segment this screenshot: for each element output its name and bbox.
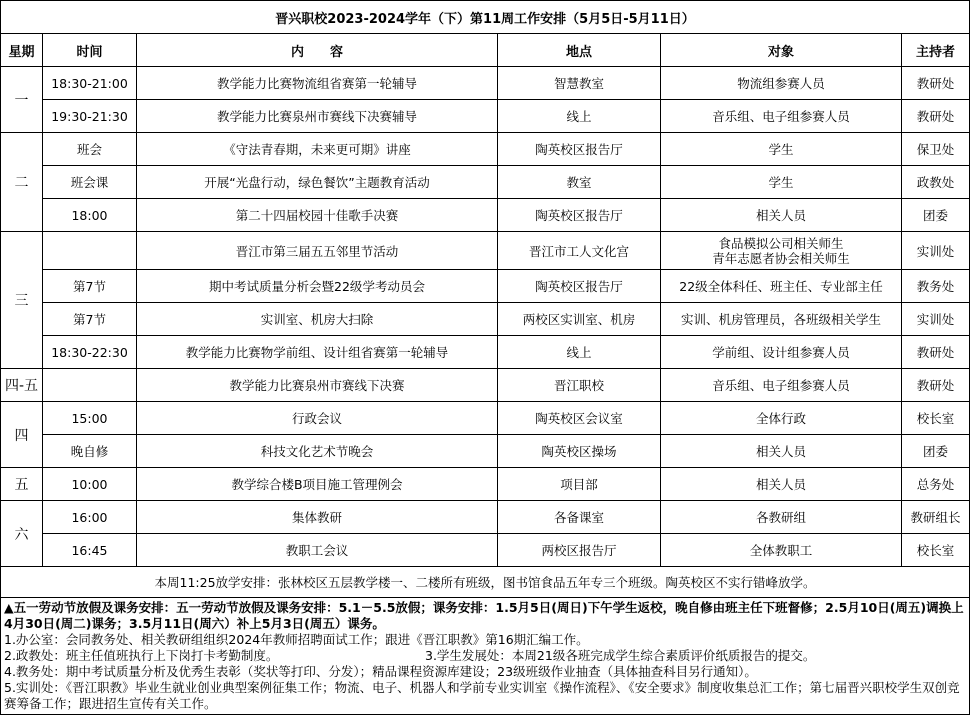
place-cell: 晋江职校	[498, 369, 661, 402]
header-place: 地点	[498, 34, 661, 67]
header-day: 星期	[1, 34, 43, 67]
day-cell: 五	[1, 468, 43, 501]
schedule-row	[1, 232, 970, 270]
target-cell: 22级全体科任、班主任、专业部主任	[661, 270, 902, 303]
page-title: 晋兴职校2023-2024学年（下）第11周工作安排（5月5日-5月11日）	[1, 1, 970, 34]
schedule-row	[1, 402, 970, 435]
place-cell: 两校区报告厅	[498, 534, 661, 567]
note-politics: 2.政教处：班主任值班执行上下岗打卡考勤制度。	[4, 648, 279, 663]
time-cell: 第7节	[43, 303, 137, 336]
target-cell: 音乐组、电子组参赛人员	[661, 100, 902, 133]
schedule-row	[1, 303, 970, 336]
content-cell: 教学能力比赛泉州市赛线下决赛	[137, 369, 498, 402]
schedule-row	[1, 67, 970, 100]
place-cell: 陶英校区报告厅	[498, 133, 661, 166]
time-cell: 19:30-21:30	[43, 100, 137, 133]
time-cell: 第7节	[43, 270, 137, 303]
dismissal-note: 本周11:25放学安排：张林校区五层教学楼一、二楼所有班级，图书馆食品五年专三个班级。陶英校区不实行错峰放学。	[1, 567, 970, 598]
header-time: 时间	[43, 34, 137, 67]
host-cell: 保卫处	[902, 133, 970, 166]
note-student-dev: 3.学生发展处：本周21级各班完成学生综合素质评价纸质报告的提交。	[425, 648, 816, 663]
target-line-2: 青年志愿者协会相关师生	[712, 250, 850, 266]
content-cell: 教学综合楼B项目施工管理例会	[137, 468, 498, 501]
host-cell: 教研组长	[902, 501, 970, 534]
schedule-row	[1, 199, 970, 232]
target-cell: 实训、机房管理员，各班级相关学生	[661, 303, 902, 336]
schedule-row	[1, 166, 970, 199]
place-cell: 陶英校区报告厅	[498, 270, 661, 303]
schedule-row	[1, 468, 970, 501]
time-cell: 16:45	[43, 534, 137, 567]
target-cell: 相关人员	[661, 199, 902, 232]
header-content: 内 容	[137, 34, 498, 67]
content-cell: 教学能力比赛泉州市赛线下决赛辅导	[137, 100, 498, 133]
host-cell: 教务处	[902, 270, 970, 303]
target-cell: 学前组、设计组参赛人员	[661, 336, 902, 369]
schedule-row	[1, 435, 970, 468]
time-cell: 18:00	[43, 199, 137, 232]
content-cell: 开展“光盘行动，绿色餐饮”主题教育活动	[137, 166, 498, 199]
schedule-row	[1, 534, 970, 567]
target-cell	[661, 232, 902, 270]
time-cell	[43, 369, 137, 402]
day-cell: 四	[1, 402, 43, 468]
place-cell: 晋江市工人文化宫	[498, 232, 661, 270]
target-cell: 全体教职工	[661, 534, 902, 567]
note-academic: 4.教务处：期中考试质量分析及优秀生表彰（奖状等打印、分发）；精品课程资源库建设；23级班级作业抽查（具体抽查科目另行通知）。	[4, 664, 757, 679]
header-target: 对象	[661, 34, 902, 67]
content-cell: 教职工会议	[137, 534, 498, 567]
target-cell: 全体行政	[661, 402, 902, 435]
time-cell: 晚自修	[43, 435, 137, 468]
host-cell: 总务处	[902, 468, 970, 501]
time-cell: 18:30-21:00	[43, 67, 137, 100]
host-cell: 教研处	[902, 336, 970, 369]
place-cell: 线上	[498, 100, 661, 133]
schedule-row	[1, 501, 970, 534]
host-cell: 团委	[902, 435, 970, 468]
schedule-row	[1, 369, 970, 402]
host-cell: 团委	[902, 199, 970, 232]
place-cell: 陶英校区操场	[498, 435, 661, 468]
note-training: 5.实训处：《晋江职教》毕业生就业创业典型案例征集工作；物流、电子、机器人和学前专业实训室《操作流程》、《安全要求》制度收集总汇工作；第七届晋兴职校学生双创竞赛筹备工作；跟进招生宣传有关工作。	[4, 680, 960, 711]
time-cell: 16:00	[43, 501, 137, 534]
place-cell: 智慧教室	[498, 67, 661, 100]
time-cell: 18:30-22:30	[43, 336, 137, 369]
time-cell: 班会	[43, 133, 137, 166]
place-cell: 线上	[498, 336, 661, 369]
content-cell: 期中考试质量分析会暨22级学考动员会	[137, 270, 498, 303]
day-cell: 三	[1, 232, 43, 369]
target-cell: 相关人员	[661, 468, 902, 501]
schedule-row	[1, 336, 970, 369]
day-cell: 一	[1, 67, 43, 133]
place-cell: 各备课室	[498, 501, 661, 534]
host-cell: 教研处	[902, 67, 970, 100]
content-cell: 第二十四届校园十佳歌手决赛	[137, 199, 498, 232]
day-cell: 二	[1, 133, 43, 232]
time-cell: 10:00	[43, 468, 137, 501]
target-cell: 学生	[661, 166, 902, 199]
day-cell: 四-五	[1, 369, 43, 402]
note-office: 1.办公室：会同教务处、相关教研组组织2024年教师招聘面试工作；跟进《晋江职教》第16期汇编工作。	[4, 632, 589, 647]
note-pair	[4, 648, 966, 664]
schedule-row	[1, 100, 970, 133]
place-cell: 项目部	[498, 468, 661, 501]
target-cell: 音乐组、电子组参赛人员	[661, 369, 902, 402]
host-cell: 校长室	[902, 534, 970, 567]
host-cell: 教研处	[902, 369, 970, 402]
time-cell: 班会课	[43, 166, 137, 199]
time-cell	[43, 232, 137, 270]
content-cell: 行政会议	[137, 402, 498, 435]
content-cell: 科技文化艺术节晚会	[137, 435, 498, 468]
host-cell: 校长室	[902, 402, 970, 435]
place-cell: 陶英校区会议室	[498, 402, 661, 435]
target-line-1: 食品模拟公司相关师生	[718, 235, 844, 251]
target-cell: 学生	[661, 133, 902, 166]
holiday-note: ▲五一劳动节放假及课务安排：五一劳动节放假及课务安排：5.1－5.5放假；课务安排：1.5月5日(周日)下午学生返校，晚自修由班主任下班督修；2.5月10日(周五)调换上4月30日(周二)课务；3.5月11日(周六）补上5月3日(周五）课务。	[4, 600, 964, 631]
header-row	[1, 34, 970, 67]
schedule-row	[1, 133, 970, 166]
target-cell: 物流组参赛人员	[661, 67, 902, 100]
content-cell: 晋江市第三届五五邻里节活动	[137, 232, 498, 270]
content-cell: 教学能力比赛物学前组、设计组省赛第一轮辅导	[137, 336, 498, 369]
content-cell: 《守法青春期，未来更可期》讲座	[137, 133, 498, 166]
host-cell: 实训处	[902, 303, 970, 336]
content-cell: 集体教研	[137, 501, 498, 534]
content-cell: 实训室、机房大扫除	[137, 303, 498, 336]
target-cell: 相关人员	[661, 435, 902, 468]
day-cell: 六	[1, 501, 43, 567]
host-cell: 实训处	[902, 232, 970, 270]
host-cell: 政教处	[902, 166, 970, 199]
place-cell: 两校区实训室、机房	[498, 303, 661, 336]
host-cell: 教研处	[902, 100, 970, 133]
place-cell: 陶英校区报告厅	[498, 199, 661, 232]
header-host: 主持者	[902, 34, 970, 67]
content-cell: 教学能力比赛物流组省赛第一轮辅导	[137, 67, 498, 100]
notes-box	[1, 598, 970, 715]
target-cell: 各教研组	[661, 501, 902, 534]
place-cell: 教室	[498, 166, 661, 199]
schedule-row	[1, 270, 970, 303]
time-cell: 15:00	[43, 402, 137, 435]
